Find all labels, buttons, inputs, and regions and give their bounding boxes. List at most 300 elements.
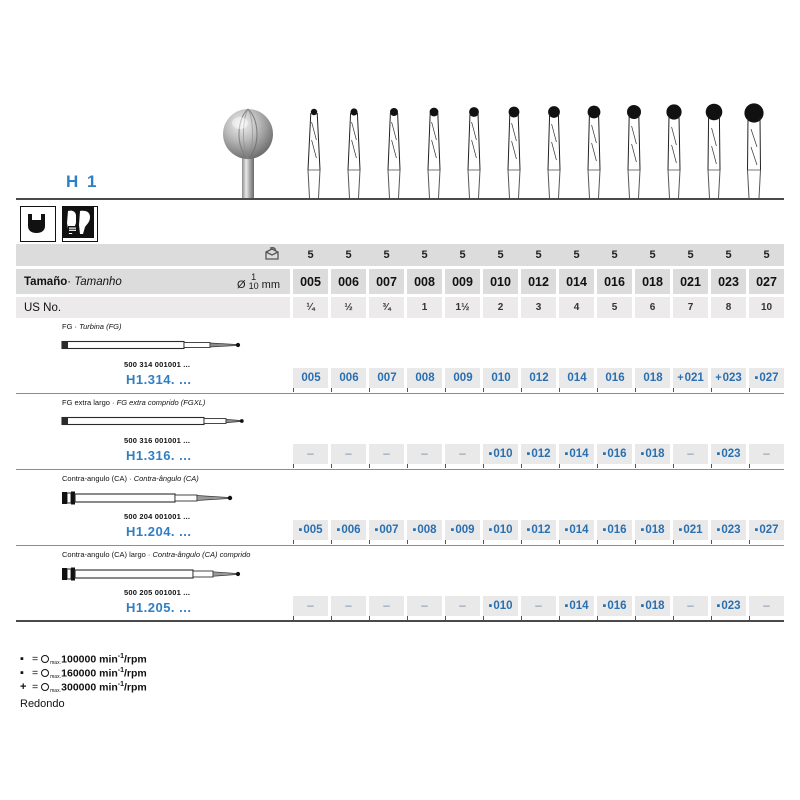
speed-marker-icon: [716, 601, 720, 612]
product-cell[interactable]: [293, 444, 328, 464]
product-cell[interactable]: [369, 520, 404, 540]
product-cell[interactable]: [711, 444, 746, 464]
product-info-ca-largo: [16, 546, 290, 622]
product-title-ca-largo: [62, 550, 250, 559]
bur-line-drawing: [694, 96, 734, 198]
product-cell-value: –: [383, 600, 390, 612]
product-cell-value: 010: [493, 524, 513, 536]
product-cell[interactable]: [711, 596, 746, 616]
packaging-cell: 5: [711, 244, 746, 266]
product-cell[interactable]: [521, 444, 556, 464]
legend-equals: =: [32, 681, 39, 693]
legend-per: /rpm: [124, 653, 147, 666]
product-cell[interactable]: [483, 596, 518, 616]
packaging-cell: 5: [635, 244, 670, 266]
packaging-cell: 5: [407, 244, 442, 266]
speed-marker-icon: [640, 449, 644, 460]
product-cell-value: –: [763, 600, 770, 612]
product-title-sep: ·: [112, 398, 115, 407]
product-cell[interactable]: [369, 444, 404, 464]
tick-mark: [521, 464, 522, 468]
product-cell[interactable]: [293, 520, 328, 540]
product-cell[interactable]: [369, 596, 404, 616]
tick-mark: [445, 388, 446, 392]
product-cell-value: –: [421, 448, 428, 460]
legend-equals: =: [32, 667, 39, 679]
speed-marker-icon: [412, 525, 416, 536]
product-cell[interactable]: [559, 596, 594, 616]
tick-mark: [483, 388, 484, 392]
diameter-fraction: [249, 273, 259, 291]
shape-name-label: Redondo: [20, 698, 65, 710]
product-cell[interactable]: [749, 596, 784, 616]
us-number-cell: 5: [597, 297, 632, 318]
product-cell[interactable]: [635, 368, 670, 388]
tick-mark: [293, 540, 294, 544]
product-cells-ca: [290, 520, 784, 540]
product-cell-value: 012: [531, 448, 551, 460]
product-cells-fg: [290, 368, 784, 388]
product-title-sep: ·: [147, 550, 151, 559]
tick-mark: [407, 540, 408, 544]
size-cell: 007: [369, 269, 404, 294]
product-cell[interactable]: [293, 368, 328, 388]
us-number-cell: 8: [711, 297, 746, 318]
product-cell-value: 016: [607, 524, 627, 536]
tick-mark: [711, 464, 712, 468]
legend-rpm: 100000: [61, 653, 97, 666]
speed-marker-icon: [716, 449, 720, 460]
product-cell-value: 021: [684, 372, 704, 384]
product-iso-fg: 500 314 001001 ...: [124, 360, 191, 369]
speed-marker-icon: [716, 525, 720, 536]
bur-line-drawing: [374, 96, 414, 198]
speed-marker-icon: [678, 525, 682, 536]
bur-line-drawing: [414, 96, 454, 198]
tick-mark: [749, 388, 750, 392]
product-cell[interactable]: [673, 520, 708, 540]
product-cell-value: 018: [645, 524, 665, 536]
product-cell-value: –: [307, 448, 314, 460]
cal-shank-illustration: [60, 563, 250, 583]
product-cell-value: –: [421, 600, 428, 612]
bur-illustration-strip: [216, 96, 788, 198]
packaging-label-cell: [16, 244, 290, 266]
product-cell[interactable]: [597, 444, 632, 464]
product-cell-value: –: [687, 448, 694, 460]
product-cell-value: 009: [453, 372, 473, 384]
packaging-cell: 5: [369, 244, 404, 266]
product-cell-value: 008: [415, 372, 435, 384]
tooth-root-pictogram-icon: [62, 206, 98, 242]
packaging-cell: 5: [749, 244, 784, 266]
product-cell[interactable]: [711, 520, 746, 540]
size-cell: 023: [711, 269, 746, 294]
us-number-cell: 7: [673, 297, 708, 318]
tooth-crown-pictogram-icon: [20, 206, 56, 242]
product-cell[interactable]: [597, 520, 632, 540]
speed-marker-icon: [602, 449, 606, 460]
product-cell[interactable]: [635, 520, 670, 540]
product-cell[interactable]: [483, 368, 518, 388]
size-cell: 012: [521, 269, 556, 294]
product-cell[interactable]: [521, 596, 556, 616]
product-cell[interactable]: [559, 368, 594, 388]
product-cell[interactable]: [597, 368, 632, 388]
legend-per: /rpm: [124, 667, 147, 680]
product-title-pt: FG extra comprido (FGXL): [116, 398, 206, 407]
product-cell[interactable]: [483, 444, 518, 464]
size-cell: 010: [483, 269, 518, 294]
product-cell[interactable]: [483, 520, 518, 540]
packaging-row: [16, 244, 784, 266]
page-title: H 1: [66, 172, 99, 191]
speed-marker-icon: [677, 373, 683, 384]
product-cell-value: 014: [569, 448, 589, 460]
product-cell-value: 016: [607, 600, 627, 612]
speed-legend: [20, 652, 147, 710]
size-label-sep: ·: [67, 275, 72, 288]
row-divider-bottom: [16, 620, 784, 622]
product-iso-fgxl: 500 316 001001 ...: [124, 436, 191, 445]
us-number-cell: 10: [749, 297, 784, 318]
us-number-cell: ½: [331, 297, 366, 318]
tick-mark: [673, 464, 674, 468]
tick-mark: [483, 540, 484, 544]
speed-marker-icon: [450, 525, 454, 536]
product-cell-value: 016: [605, 372, 625, 384]
us-number-cell: 6: [635, 297, 670, 318]
product-ref-ca-largo[interactable]: H1.205. ...: [126, 600, 192, 615]
product-cell-value: 023: [721, 600, 741, 612]
product-cell-value: 027: [759, 524, 779, 536]
size-label: [24, 276, 122, 288]
size-row: [16, 269, 784, 294]
product-title-es: FG: [62, 322, 73, 331]
product-title-fg: [62, 322, 121, 331]
speed-marker-icon: [298, 525, 302, 536]
fg-shank-illustration: [60, 335, 250, 355]
product-row-ca-largo: [16, 546, 784, 622]
product-cell[interactable]: [407, 520, 442, 540]
product-cell[interactable]: [749, 368, 784, 388]
product-cell[interactable]: [407, 444, 442, 464]
tick-mark: [483, 464, 484, 468]
product-cell[interactable]: [331, 444, 366, 464]
tick-mark: [749, 464, 750, 468]
product-cell-value: –: [345, 600, 352, 612]
size-cell: 006: [331, 269, 366, 294]
packaging-cell: 5: [445, 244, 480, 266]
legend-value: [61, 667, 147, 680]
size-label-cell: [16, 269, 290, 294]
size-cell: 008: [407, 269, 442, 294]
legend-per: /rpm: [124, 681, 147, 694]
legend-value: [61, 681, 147, 694]
tick-mark: [559, 540, 560, 544]
specification-table: [16, 244, 784, 622]
size-cell: 016: [597, 269, 632, 294]
packaging-cell: 5: [673, 244, 708, 266]
product-cell-value: 006: [341, 524, 361, 536]
product-cell-value: 014: [569, 524, 589, 536]
product-cell-value: 005: [303, 524, 323, 536]
speed-marker-icon: [374, 525, 378, 536]
product-title-ca: [62, 474, 199, 483]
tick-mark: [331, 464, 332, 468]
legend-exponent: -1: [117, 680, 125, 688]
legend-max-label: max.: [50, 687, 61, 694]
product-row-ca: [16, 470, 784, 546]
product-title-sep: ·: [74, 322, 78, 331]
legend-exponent: -1: [117, 666, 125, 674]
product-cell-value: –: [307, 600, 314, 612]
us-number-cell: 4: [559, 297, 594, 318]
tick-mark: [597, 540, 598, 544]
legend-unit: min: [99, 667, 118, 680]
product-cell[interactable]: [407, 596, 442, 616]
bur-line-drawing: [294, 96, 334, 198]
size-cell: 021: [673, 269, 708, 294]
product-cell[interactable]: [521, 520, 556, 540]
us-number-cell: 1: [407, 297, 442, 318]
product-title-pt: Contra-ângulo (CA): [133, 474, 199, 483]
diameter-den: 10: [248, 280, 259, 291]
product-cell[interactable]: [407, 368, 442, 388]
legend-max-label: max.: [50, 659, 61, 666]
speed-marker-icon: [336, 525, 340, 536]
product-cell-value: –: [687, 600, 694, 612]
product-title-sep: ·: [129, 474, 132, 483]
size-cell: 005: [293, 269, 328, 294]
product-cell-value: 012: [531, 524, 551, 536]
product-cell-value: 014: [569, 600, 589, 612]
product-cell-value: 018: [645, 448, 665, 460]
product-title-es: Contra-angulo (CA) largo: [62, 550, 146, 559]
bur-line-drawing: [494, 96, 534, 198]
product-row-fg: [16, 318, 784, 394]
packaging-cell: 5: [597, 244, 632, 266]
bur-hero-illustration: [216, 96, 280, 198]
product-cell-value: 014: [567, 372, 587, 384]
bur-line-drawing: [734, 96, 774, 198]
product-cell-value: –: [459, 448, 466, 460]
product-ref-ca[interactable]: H1.204. ...: [126, 524, 192, 539]
bur-line-drawing: [614, 96, 654, 198]
tick-mark: [445, 540, 446, 544]
diameter-unit: mm: [261, 278, 280, 291]
size-label-es: Tamaño: [24, 275, 68, 288]
product-cell[interactable]: [711, 368, 746, 388]
size-cell: 018: [635, 269, 670, 294]
product-cell[interactable]: [559, 444, 594, 464]
product-cell[interactable]: [597, 596, 632, 616]
speed-marker-icon: [526, 525, 530, 536]
tick-mark: [711, 540, 712, 544]
speed-marker-icon: [754, 525, 758, 536]
product-cell-value: –: [383, 448, 390, 460]
product-cell-value: 018: [645, 600, 665, 612]
bur-line-drawing: [574, 96, 614, 198]
product-cell-value: 027: [759, 372, 779, 384]
speed-marker-icon: [602, 525, 606, 536]
us-number-cells: [290, 297, 784, 318]
product-cell[interactable]: [445, 596, 480, 616]
tick-mark: [597, 388, 598, 392]
product-title-es: FG extra largo: [62, 398, 110, 407]
legend-equals: =: [32, 653, 39, 665]
product-cell-value: –: [763, 448, 770, 460]
us-number-row: [16, 297, 784, 318]
product-cell[interactable]: [331, 596, 366, 616]
speed-marker-icon: [564, 449, 568, 460]
size-cell: 027: [749, 269, 784, 294]
product-cell[interactable]: [293, 596, 328, 616]
legend-line: [20, 666, 147, 680]
us-number-cell: 1½: [445, 297, 480, 318]
product-cell[interactable]: [673, 444, 708, 464]
us-number-cell: ¼: [293, 297, 328, 318]
product-cell-value: 007: [377, 372, 397, 384]
product-cell[interactable]: [635, 596, 670, 616]
legend-line: [20, 680, 147, 694]
bur-line-drawing: [534, 96, 574, 198]
tick-mark: [407, 464, 408, 468]
product-info-fg: [16, 318, 290, 394]
product-cell-value: 010: [493, 448, 513, 460]
legend-rpm: 160000: [61, 667, 97, 680]
bur-line-drawing: [334, 96, 374, 198]
us-number-cell: 3: [521, 297, 556, 318]
product-ref-fgxl[interactable]: H1.316. ...: [126, 448, 192, 463]
tick-mark: [673, 540, 674, 544]
legend-unit: min: [99, 653, 118, 666]
product-cell-value: –: [535, 600, 542, 612]
divider-top: [16, 198, 784, 200]
speed-marker-icon: [640, 601, 644, 612]
product-cell-value: 006: [339, 372, 359, 384]
product-cell[interactable]: [521, 368, 556, 388]
product-cell[interactable]: [559, 520, 594, 540]
us-number-label-cell: [16, 297, 290, 318]
ca-shank-illustration: [60, 487, 250, 507]
tick-mark: [331, 388, 332, 392]
speed-marker-icon: [564, 601, 568, 612]
product-title-es: Contra-angulo (CA): [62, 474, 128, 483]
tick-mark: [559, 464, 560, 468]
product-cell-value: 021: [683, 524, 703, 536]
legend-symbol-plus: +: [20, 681, 27, 693]
product-ref-fg[interactable]: H1.314. ...: [126, 372, 192, 387]
diameter-label: [237, 273, 290, 291]
us-number-cell: 2: [483, 297, 518, 318]
legend-unit: min: [99, 681, 118, 694]
us-number-label: US No.: [24, 301, 62, 314]
product-iso-ca: 500 204 001001 ...: [124, 512, 191, 521]
packaging-cell: 5: [559, 244, 594, 266]
tick-mark: [559, 388, 560, 392]
product-cell[interactable]: [673, 596, 708, 616]
product-info-fgxl: [16, 394, 290, 470]
tick-mark: [293, 388, 294, 392]
legend-symbol-square-dot: ▪: [20, 667, 24, 679]
product-cells-fgxl: [290, 444, 784, 464]
size-cells: [290, 269, 784, 294]
packaging-cell: 5: [521, 244, 556, 266]
product-cell[interactable]: [749, 520, 784, 540]
product-cell-value: 023: [721, 448, 741, 460]
speed-marker-icon: [526, 449, 530, 460]
tick-mark: [635, 388, 636, 392]
product-title-fgxl: [62, 398, 205, 407]
packaging-cell: 5: [483, 244, 518, 266]
product-cell-value: –: [459, 600, 466, 612]
product-title-pt: Contra-ângulo (CA) comprido: [152, 550, 251, 559]
diameter-symbol: Ø: [236, 278, 246, 291]
product-cell-value: 008: [417, 524, 437, 536]
product-cell-value: 010: [491, 372, 511, 384]
tick-mark: [597, 464, 598, 468]
product-cell[interactable]: [635, 444, 670, 464]
product-cell-value: 009: [455, 524, 475, 536]
product-title-pt: Turbina (FG): [79, 322, 122, 331]
speed-marker-icon: [488, 449, 492, 460]
product-cell[interactable]: [445, 368, 480, 388]
packaging-cells: [290, 244, 784, 266]
product-cells-ca-largo: [290, 596, 784, 616]
product-cell[interactable]: [331, 520, 366, 540]
fgxl-shank-illustration: [60, 411, 250, 431]
product-cell[interactable]: [369, 368, 404, 388]
tick-mark: [673, 388, 674, 392]
speed-marker-icon: [488, 525, 492, 536]
tick-mark: [293, 464, 294, 468]
tick-mark: [749, 540, 750, 544]
max-speed-icon: [41, 654, 59, 665]
product-iso-ca-largo: 500 205 001001 ...: [124, 588, 191, 597]
speed-marker-icon: [715, 373, 721, 384]
product-cell-value: 023: [721, 524, 741, 536]
speed-marker-icon: [564, 525, 568, 536]
product-cell-value: 005: [301, 372, 321, 384]
product-cell[interactable]: [445, 520, 480, 540]
tick-mark: [635, 464, 636, 468]
product-row-fgxl: [16, 394, 784, 470]
product-cell-value: –: [345, 448, 352, 460]
diameter-num: 1: [251, 271, 257, 282]
packaging-cell: 5: [331, 244, 366, 266]
bur-line-drawing: [454, 96, 494, 198]
product-cell[interactable]: [749, 444, 784, 464]
tick-mark: [521, 388, 522, 392]
tick-mark: [369, 464, 370, 468]
legend-exponent: -1: [117, 652, 125, 660]
size-label-pt: Tamanho: [74, 275, 122, 288]
product-cell[interactable]: [331, 368, 366, 388]
package-icon: [264, 247, 290, 264]
product-cell-value: 018: [643, 372, 663, 384]
tick-mark: [407, 388, 408, 392]
legend-rpm: 300000: [61, 681, 97, 694]
product-cell-value: 016: [607, 448, 627, 460]
product-info-ca: [16, 470, 290, 546]
size-cell: 014: [559, 269, 594, 294]
indication-badges: [20, 206, 98, 242]
speed-marker-icon: [602, 601, 606, 612]
product-cell[interactable]: [673, 368, 708, 388]
us-number-cell: ¾: [369, 297, 404, 318]
product-cell[interactable]: [445, 444, 480, 464]
